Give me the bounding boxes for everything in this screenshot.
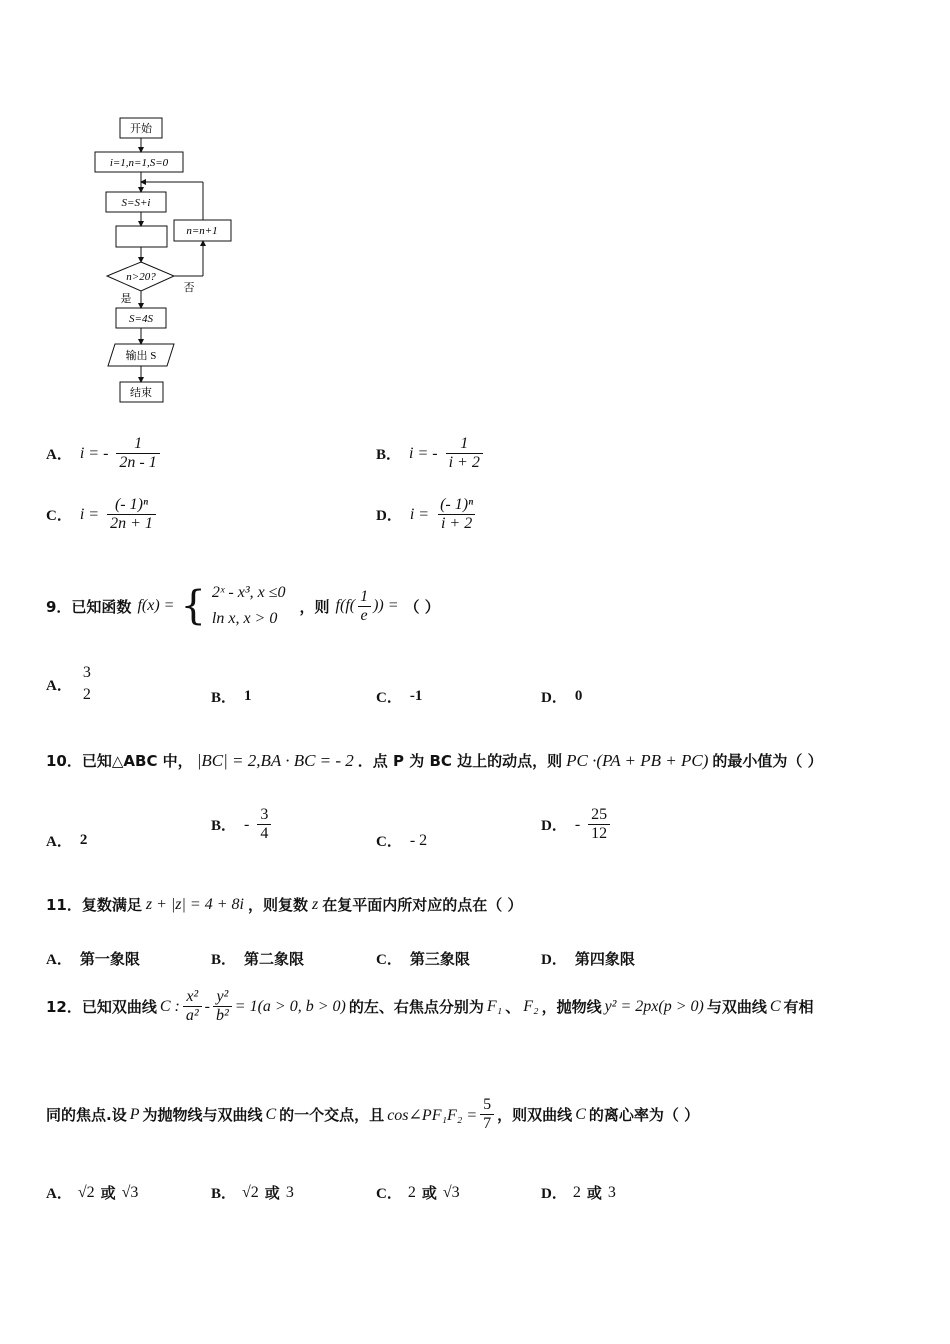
condition-text: n>20?: [126, 271, 156, 283]
q10-suffix: 的最小值为（ ）: [712, 752, 823, 770]
option-letter: C．: [376, 834, 402, 850]
blank-box: [116, 226, 167, 247]
q12-c: C :: [159, 997, 180, 1015]
q10-option-b[interactable]: [211, 806, 271, 843]
option-letter: C．: [376, 952, 402, 968]
option-num: 1: [134, 435, 143, 452]
q9-option-d[interactable]: [541, 686, 582, 707]
q12-x2: x²: [186, 988, 199, 1005]
option-letter: C．: [376, 690, 402, 706]
option-b-value: √3: [121, 1183, 139, 1201]
no-label: 否: [183, 282, 195, 294]
q9-expr-pre: f(f(: [335, 597, 356, 614]
option-den: 2n + 1: [107, 514, 156, 533]
q12-a2: a²: [183, 1006, 202, 1025]
q12-option-d[interactable]: [541, 1182, 616, 1203]
left-brace-icon: {: [180, 583, 206, 629]
update-n-text: n=n+1: [186, 225, 218, 237]
output-text: 输出 S: [125, 350, 157, 362]
option-letter: D．: [376, 508, 402, 524]
option-b-value: 3: [607, 1183, 616, 1201]
q11-mid: ，则复数: [247, 896, 308, 914]
q9-case1: 2ˣ - x³, x ≤0: [211, 584, 286, 601]
q9-func: f(x) =: [137, 597, 175, 614]
q11-option-a[interactable]: [46, 948, 140, 969]
q12-f1: F₁: [486, 997, 503, 1015]
q10-mid: ．点 P 为 BC 边上的动点，则: [357, 752, 563, 770]
option-lhs: i =: [409, 505, 430, 523]
option-num: 1: [460, 435, 469, 452]
q12-c3: C: [265, 1105, 277, 1123]
option-value: -1: [409, 688, 423, 704]
option-num: (- 1)ⁿ: [114, 496, 148, 513]
q9-option-b[interactable]: [211, 686, 252, 707]
q9-option-c[interactable]: [376, 686, 422, 707]
q9-expr-post: )) =: [373, 597, 399, 614]
option-num: 3: [82, 664, 91, 681]
init-text: i=1,n=1,S=0: [109, 157, 169, 169]
q12-p: P: [129, 1105, 140, 1123]
option-letter: C．: [376, 1186, 402, 1202]
option-value: 第四象限: [574, 950, 635, 968]
option-den: 12: [588, 824, 610, 843]
flowchart: [90, 110, 250, 410]
option-or: 或: [264, 1184, 280, 1202]
q11-expr: z + |z| = 4 + 8i: [145, 895, 244, 913]
q8-option-d[interactable]: [376, 496, 476, 533]
option-letter: B．: [376, 447, 402, 463]
q9-option-a[interactable]: [46, 662, 94, 706]
q8-option-c[interactable]: [46, 496, 156, 533]
q9-expr-num: 1: [360, 587, 369, 605]
q12-sep: 、: [505, 998, 521, 1016]
option-letter: A．: [46, 834, 72, 850]
q12-line2-d: ，则双曲线: [497, 1106, 573, 1124]
q12-y2: y²: [216, 988, 229, 1005]
q12-option-a[interactable]: [46, 1182, 138, 1203]
option-den: 4: [257, 824, 271, 843]
final-text: S=4S: [129, 313, 153, 325]
q12-t2: ，抛物线: [541, 998, 602, 1016]
option-den: i + 2: [438, 514, 475, 533]
q10-option-a[interactable]: [46, 830, 87, 851]
q12-f2: F₂: [523, 997, 539, 1015]
option-lhs: i =: [79, 505, 100, 523]
q12-t1: 的左、右焦点分别为: [348, 998, 484, 1016]
q11-option-c[interactable]: [376, 948, 470, 969]
q12-eq: = 1(a > 0, b > 0): [234, 997, 346, 1015]
q8-option-a[interactable]: [46, 435, 160, 472]
q9-mid: ，则: [299, 597, 330, 616]
q12-c2: C: [769, 997, 781, 1015]
q12-prefix: 12．已知双曲线: [46, 998, 157, 1016]
option-a-value: √2: [77, 1183, 95, 1201]
option-num: 3: [260, 806, 269, 823]
option-value: 0: [574, 688, 583, 704]
q8-option-b[interactable]: [376, 435, 483, 472]
q10-prefix: 10．已知△ABC 中，: [46, 752, 193, 770]
option-letter: D．: [541, 952, 567, 968]
q10-option-c[interactable]: [376, 830, 427, 851]
option-letter: D．: [541, 818, 567, 834]
q12-line2-a: 同的焦点.设: [46, 1106, 127, 1124]
option-value: 2: [79, 832, 88, 848]
start-text: 开始: [130, 123, 152, 135]
option-or: 或: [421, 1184, 437, 1202]
option-sign: -: [244, 815, 250, 833]
q9-suffix: （ ）: [404, 597, 440, 616]
q12-t3: 与双曲线: [706, 998, 767, 1016]
option-or: 或: [586, 1184, 602, 1202]
q10-stem: [46, 750, 823, 771]
q11-var: z: [311, 895, 319, 913]
option-den: 2n - 1: [116, 453, 159, 472]
q9-expr-den: e: [358, 606, 371, 625]
q12-minus: -: [204, 997, 210, 1015]
option-letter: D．: [541, 1186, 567, 1202]
q11-option-b[interactable]: [211, 948, 304, 969]
q12-line2-b: 为抛物线与双曲线: [142, 1106, 263, 1124]
q9-stem: [46, 580, 440, 632]
option-num: (- 1)ⁿ: [440, 496, 474, 513]
q12-line2-e: 的离心率为（ ）: [588, 1106, 700, 1124]
option-letter: A．: [46, 952, 72, 968]
q12-parabola: y² = 2px(p > 0): [604, 997, 704, 1015]
option-den: 2: [82, 686, 91, 703]
q12-cos-den: 7: [480, 1114, 494, 1133]
option-lhs: i = -: [79, 444, 109, 462]
option-letter: A．: [46, 447, 72, 463]
option-letter: C．: [46, 508, 72, 524]
option-a-value: 2: [407, 1183, 416, 1201]
q12-cos-num: 5: [483, 1096, 492, 1113]
option-letter: D．: [541, 690, 567, 706]
q11-stem: [46, 894, 522, 915]
q12-b2: b²: [213, 1006, 232, 1025]
q12-c4: C: [575, 1105, 586, 1123]
option-or: 或: [100, 1184, 116, 1202]
yes-label: 是: [120, 293, 132, 305]
option-sign: -: [574, 815, 581, 833]
q11-prefix: 11．复数满足: [46, 896, 142, 914]
q11-option-d[interactable]: [541, 948, 635, 969]
option-lhs: i = -: [409, 444, 438, 462]
end-text: 结束: [130, 387, 152, 399]
q10-option-d[interactable]: [541, 806, 610, 843]
option-letter: A．: [46, 677, 72, 694]
option-value: 第二象限: [244, 950, 305, 968]
option-b-value: √3: [442, 1183, 460, 1201]
option-a-value: 2: [572, 1183, 581, 1201]
option-b-value: 3: [285, 1183, 294, 1201]
option-letter: A．: [46, 1186, 72, 1202]
option-letter: B．: [211, 1186, 237, 1202]
q10-expr: PC ·(PA + PB + PC): [566, 750, 709, 770]
q12-option-b[interactable]: [211, 1182, 294, 1203]
q12-t4: 有相: [783, 998, 814, 1016]
q11-suffix: 在复平面内所对应的点在（ ）: [322, 896, 523, 914]
q9-case2: ln x, x > 0: [211, 610, 278, 627]
option-value: 第三象限: [409, 950, 470, 968]
option-letter: B．: [211, 818, 237, 834]
q12-option-c[interactable]: [376, 1182, 460, 1203]
option-value: 1: [244, 688, 252, 704]
option-value: - 2: [409, 831, 428, 849]
option-letter: B．: [211, 690, 237, 706]
option-value: 第一象限: [79, 950, 140, 968]
q10-cond: |BC| = 2,BA · BC = - 2: [196, 750, 354, 770]
option-num: 25: [591, 806, 608, 823]
update-s-text: S=S+i: [121, 197, 151, 209]
q12-line2-c: 的一个交点，且: [279, 1106, 385, 1124]
option-letter: B．: [211, 952, 237, 968]
q12-stem-line2: [46, 1096, 699, 1133]
option-den: i + 2: [446, 453, 483, 472]
option-a-value: √2: [242, 1183, 259, 1201]
q12-cos: cos∠PF₁F₂ =: [387, 1106, 478, 1124]
q9-prefix: 9．已知函数: [46, 597, 132, 616]
q12-stem-line1: [46, 988, 916, 1025]
